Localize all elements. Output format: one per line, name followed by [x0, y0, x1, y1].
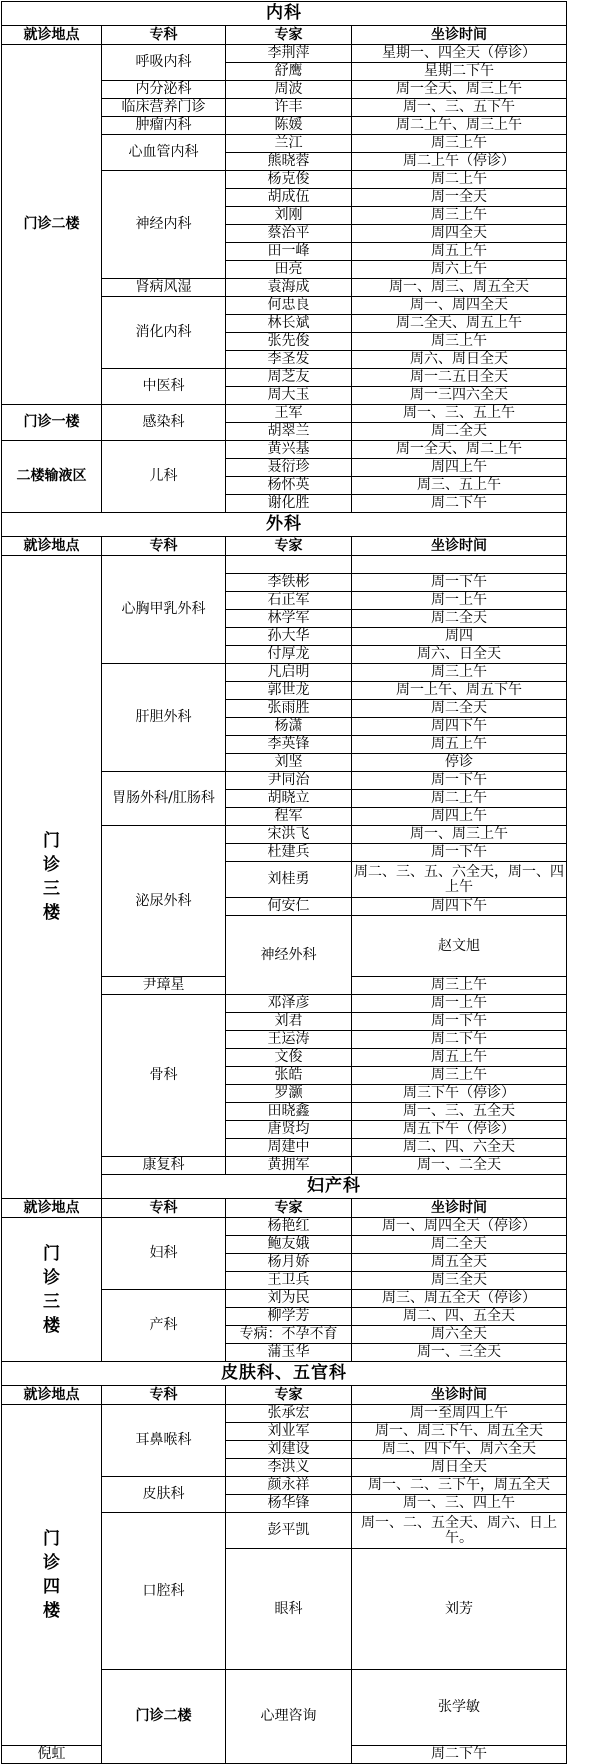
department-cell: 产科	[102, 1290, 226, 1362]
expert-cell: 刘刚	[226, 207, 352, 225]
header-time: 坐诊时间	[352, 537, 567, 556]
expert-cell: 唐贤均	[226, 1121, 352, 1139]
expert-cell: 何忠良	[226, 297, 352, 315]
department-cell: 胃肠外科/肛肠科	[102, 772, 226, 826]
table-row	[2, 1218, 567, 1236]
expert-cell: 周大玉	[226, 387, 352, 405]
department-cell: 临床营养门诊	[102, 99, 226, 117]
header-time: 坐诊时间	[352, 26, 567, 45]
header-location: 就诊地点	[2, 537, 102, 556]
expert-cell: 熊晓蓉	[226, 153, 352, 171]
time-cell: 周一下午	[352, 844, 567, 862]
location-cell	[2, 1405, 102, 1746]
time-cell: 周一上午	[352, 592, 567, 610]
time-cell: 周一、三、四上午	[352, 1495, 567, 1513]
header-expert: 专家	[226, 26, 352, 45]
time-cell: 周一下午	[352, 574, 567, 592]
expert-cell: 杨潇	[226, 718, 352, 736]
expert-cell: 袁海成	[226, 279, 352, 297]
expert-cell: 杨克俊	[226, 171, 352, 189]
time-cell: 周三上午	[352, 1067, 567, 1085]
expert-cell: 刘芳	[352, 1549, 567, 1670]
expert-cell: 张承宏	[226, 1405, 352, 1423]
department-cell: 眼科	[226, 1549, 352, 1670]
table-row	[2, 1405, 567, 1423]
time-cell: 周六、日全天	[352, 646, 567, 664]
time-cell: 周三上午	[352, 664, 567, 682]
time-cell: 周五全天	[352, 1254, 567, 1272]
time-cell: 周四上午	[352, 459, 567, 477]
time-cell: 周三全天	[352, 1272, 567, 1290]
expert-cell: 杜建兵	[226, 844, 352, 862]
location-cell: 门诊一楼	[2, 405, 102, 441]
location-char: 四	[43, 1577, 60, 1597]
expert-cell: 周波	[226, 81, 352, 99]
time-cell: 周一全天、周二上午	[352, 441, 567, 459]
expert-cell: 孙大华	[226, 628, 352, 646]
department-cell: 心理咨询	[226, 1670, 352, 1764]
expert-cell: 胡成伍	[226, 189, 352, 207]
time-cell: 周一、三、五下午	[352, 99, 567, 117]
expert-cell: 鲍友娥	[226, 1236, 352, 1254]
section-title-row	[2, 513, 567, 537]
section-title: 妇产科	[102, 1175, 567, 1199]
expert-cell: 杨怀英	[226, 477, 352, 495]
time-cell	[352, 556, 567, 574]
section-title-row	[2, 1362, 567, 1386]
time-cell: 周一全天、周三上午	[352, 81, 567, 99]
header-department: 专科	[102, 1199, 226, 1218]
time-cell: 周二上午（停诊）	[352, 153, 567, 171]
table-row	[2, 405, 567, 423]
expert-cell: 彭平凯	[226, 1513, 352, 1549]
time-cell: 周二、三、五、六全天，周一、四上午	[352, 862, 567, 898]
department-cell: 肾病风湿	[102, 279, 226, 297]
header-department: 专科	[102, 1386, 226, 1405]
expert-cell: 李荆萍	[226, 45, 352, 63]
expert-cell: 林学军	[226, 610, 352, 628]
time-cell: 周三上午	[352, 333, 567, 351]
time-cell: 周三上午	[352, 977, 567, 995]
department-cell: 皮肤科	[102, 1477, 226, 1513]
time-cell: 周一、周三上午	[352, 826, 567, 844]
location-char: 楼	[43, 1315, 60, 1336]
time-cell: 周二下午	[352, 1746, 567, 1764]
department-cell: 耳鼻喉科	[102, 1405, 226, 1477]
expert-cell: 郭世龙	[226, 682, 352, 700]
department-cell: 内分泌科	[102, 81, 226, 99]
department-cell: 妇科	[102, 1218, 226, 1290]
expert-cell: 专病：不孕不育	[226, 1326, 352, 1344]
time-cell: 周二全天	[352, 700, 567, 718]
time-cell: 周一二五日全天	[352, 369, 567, 387]
column-header-row	[2, 1199, 567, 1218]
time-cell: 周一上午	[352, 995, 567, 1013]
expert-cell: 周芝友	[226, 369, 352, 387]
header-location: 就诊地点	[2, 1199, 102, 1218]
header-expert: 专家	[226, 1386, 352, 1405]
expert-cell: 刘建设	[226, 1441, 352, 1459]
time-cell: 周四下午	[352, 718, 567, 736]
time-cell: 周一三四六全天	[352, 387, 567, 405]
location-cell: 二楼输液区	[2, 441, 102, 513]
expert-cell: 田一峰	[226, 243, 352, 261]
location-char: 门	[43, 831, 60, 851]
expert-cell: 杨艳红	[226, 1218, 352, 1236]
location-cell	[2, 556, 102, 1199]
location-char: 三	[43, 1291, 60, 1312]
time-cell: 周二下午	[352, 495, 567, 513]
expert-cell: 颜永祥	[226, 1477, 352, 1495]
department-cell: 康复科	[102, 1157, 226, 1175]
time-cell: 周二全天	[352, 423, 567, 441]
time-cell: 周一、二全天	[352, 1157, 567, 1175]
expert-cell: 杨月娇	[226, 1254, 352, 1272]
expert-cell: 石正军	[226, 592, 352, 610]
header-expert: 专家	[226, 537, 352, 556]
expert-cell: 黄兴基	[226, 441, 352, 459]
time-cell: 周一下午	[352, 772, 567, 790]
time-cell: 周二下午	[352, 1031, 567, 1049]
department-cell: 肿瘤内科	[102, 117, 226, 135]
time-cell: 周三、五上午	[352, 477, 567, 495]
department-cell: 心胸甲乳外科	[102, 556, 226, 664]
time-cell: 周五下午（停诊）	[352, 1121, 567, 1139]
department-cell: 口腔科	[102, 1513, 226, 1670]
time-cell: 周三上午	[352, 135, 567, 153]
expert-cell: 田晓鑫	[226, 1103, 352, 1121]
expert-cell: 兰江	[226, 135, 352, 153]
time-cell: 周二全天	[352, 610, 567, 628]
column-header-row	[2, 1386, 567, 1405]
time-cell: 周六上午	[352, 261, 567, 279]
expert-cell: 文俊	[226, 1049, 352, 1067]
time-cell: 周二、四、六全天	[352, 1139, 567, 1157]
expert-cell: 倪虹	[2, 1746, 102, 1764]
section-title-row	[2, 2, 567, 26]
expert-cell: 刘坚	[226, 754, 352, 772]
department-cell: 肝胆外科	[102, 664, 226, 772]
location-char: 门	[43, 1243, 60, 1264]
time-cell: 周五上午	[352, 243, 567, 261]
time-cell: 周二、四、五全天	[352, 1308, 567, 1326]
expert-cell: 赵文旭	[352, 916, 567, 977]
expert-cell: 刘桂勇	[226, 862, 352, 898]
expert-cell: 陈媛	[226, 117, 352, 135]
expert-cell: 王卫兵	[226, 1272, 352, 1290]
time-cell: 周四下午	[352, 898, 567, 916]
expert-cell: 胡晓立	[226, 790, 352, 808]
time-cell: 周一、三、五上午	[352, 405, 567, 423]
header-location: 就诊地点	[2, 26, 102, 45]
expert-cell: 付厚龙	[226, 646, 352, 664]
expert-cell: 柳学芳	[226, 1308, 352, 1326]
time-cell: 周二全天、周五上午	[352, 315, 567, 333]
time-cell: 星期一、四全天（停诊）	[352, 45, 567, 63]
header-expert: 专家	[226, 1199, 352, 1218]
expert-cell: 刘为民	[226, 1290, 352, 1308]
location-char: 诊	[43, 1267, 60, 1288]
expert-cell: 黄拥军	[226, 1157, 352, 1175]
time-cell: 周二全天	[352, 1236, 567, 1254]
column-header-row	[2, 26, 567, 45]
expert-cell: 邓泽彦	[226, 995, 352, 1013]
table-row	[2, 441, 567, 459]
time-cell: 周日全天	[352, 1459, 567, 1477]
expert-cell: 尹同治	[226, 772, 352, 790]
header-time: 坐诊时间	[352, 1199, 567, 1218]
department-cell: 心血管内科	[102, 135, 226, 171]
time-cell: 周一、周四全天（停诊）	[352, 1218, 567, 1236]
header-department: 专科	[102, 537, 226, 556]
location-cell: 门诊二楼	[2, 45, 102, 405]
time-cell: 周一下午	[352, 1013, 567, 1031]
location-char: 诊	[43, 855, 60, 875]
department-cell: 呼吸内科	[102, 45, 226, 81]
time-cell: 周四全天	[352, 225, 567, 243]
time-cell: 周三下午（停诊）	[352, 1085, 567, 1103]
expert-cell: 李英锋	[226, 736, 352, 754]
time-cell: 周一、周四全天	[352, 297, 567, 315]
expert-cell: 李洪义	[226, 1459, 352, 1477]
department-cell: 神经外科	[226, 916, 352, 995]
table-row	[2, 556, 567, 574]
outpatient-schedule-table	[1, 1, 567, 1764]
time-cell: 周二上午、周三上午	[352, 117, 567, 135]
department-cell: 神经内科	[102, 171, 226, 279]
column-header-row	[2, 537, 567, 556]
location-cell	[2, 1218, 102, 1362]
location-char: 楼	[43, 903, 60, 923]
location-char: 三	[43, 879, 60, 899]
expert-cell: 张先俊	[226, 333, 352, 351]
department-cell: 儿科	[102, 441, 226, 513]
time-cell: 周一、三、五全天	[352, 1103, 567, 1121]
department-cell: 骨科	[102, 995, 226, 1157]
department-cell: 中医科	[102, 369, 226, 405]
table-row	[2, 45, 567, 63]
time-cell: 周六全天	[352, 1326, 567, 1344]
header-location: 就诊地点	[2, 1386, 102, 1405]
expert-cell: 王军	[226, 405, 352, 423]
time-cell: 周六、周日全天	[352, 351, 567, 369]
expert-cell: 刘君	[226, 1013, 352, 1031]
expert-cell: 谢化胜	[226, 495, 352, 513]
expert-cell: 凡启明	[226, 664, 352, 682]
time-cell: 周五上午	[352, 736, 567, 754]
time-cell: 周三、周五全天（停诊）	[352, 1290, 567, 1308]
expert-cell: 杨华锋	[226, 1495, 352, 1513]
time-cell: 周一上午、周五下午	[352, 682, 567, 700]
expert-cell: 舒鹰	[226, 63, 352, 81]
department-cell: 消化内科	[102, 297, 226, 369]
expert-cell: 张学敏	[352, 1670, 567, 1746]
expert-cell: 刘业军	[226, 1423, 352, 1441]
expert-cell: 胡翠兰	[226, 423, 352, 441]
expert-cell: 田亮	[226, 261, 352, 279]
time-cell: 周一全天	[352, 189, 567, 207]
expert-cell: 蔡治平	[226, 225, 352, 243]
time-cell: 周一、二、五全天、周六、日上午。	[352, 1513, 567, 1549]
expert-cell: 周建中	[226, 1139, 352, 1157]
header-time: 坐诊时间	[352, 1386, 567, 1405]
department-cell: 感染科	[102, 405, 226, 441]
section-title: 皮肤科、五官科	[2, 1362, 567, 1386]
section-title: 内科	[2, 2, 567, 26]
expert-cell: 李圣发	[226, 351, 352, 369]
expert-cell: 程军	[226, 808, 352, 826]
expert-cell: 王运涛	[226, 1031, 352, 1049]
time-cell: 周三上午	[352, 207, 567, 225]
location-char: 门	[43, 1529, 60, 1549]
time-cell: 周二上午	[352, 171, 567, 189]
time-cell: 周一、周三下午、周五全天	[352, 1423, 567, 1441]
location-char: 楼	[43, 1601, 60, 1621]
expert-cell: 聂衍珍	[226, 459, 352, 477]
department-cell: 泌尿外科	[102, 826, 226, 977]
expert-cell: 张雨胜	[226, 700, 352, 718]
time-cell: 周二上午	[352, 790, 567, 808]
expert-cell: 罗灏	[226, 1085, 352, 1103]
expert-cell: 李铁彬	[226, 574, 352, 592]
time-cell: 周一至周四上午	[352, 1405, 567, 1423]
expert-cell: 何安仁	[226, 898, 352, 916]
time-cell: 周四	[352, 628, 567, 646]
time-cell: 星期二下午	[352, 63, 567, 81]
expert-cell: 蒲玉华	[226, 1344, 352, 1362]
expert-cell: 许丰	[226, 99, 352, 117]
time-cell: 停诊	[352, 754, 567, 772]
time-cell: 周一、二、三下午，周五全天	[352, 1477, 567, 1495]
time-cell: 周一、周三、周五全天	[352, 279, 567, 297]
time-cell: 周五上午	[352, 1049, 567, 1067]
time-cell: 周二、四下午、周六全天	[352, 1441, 567, 1459]
section-title: 外科	[2, 513, 567, 537]
expert-cell: 尹璋星	[102, 977, 226, 995]
location-cell: 门诊二楼	[102, 1670, 226, 1764]
time-cell: 周一、三全天	[352, 1344, 567, 1362]
expert-cell	[226, 556, 352, 574]
expert-cell: 宋洪飞	[226, 826, 352, 844]
time-cell: 周四上午	[352, 808, 567, 826]
location-char: 诊	[43, 1553, 60, 1573]
expert-cell: 林长斌	[226, 315, 352, 333]
expert-cell: 张皓	[226, 1067, 352, 1085]
header-department: 专科	[102, 26, 226, 45]
